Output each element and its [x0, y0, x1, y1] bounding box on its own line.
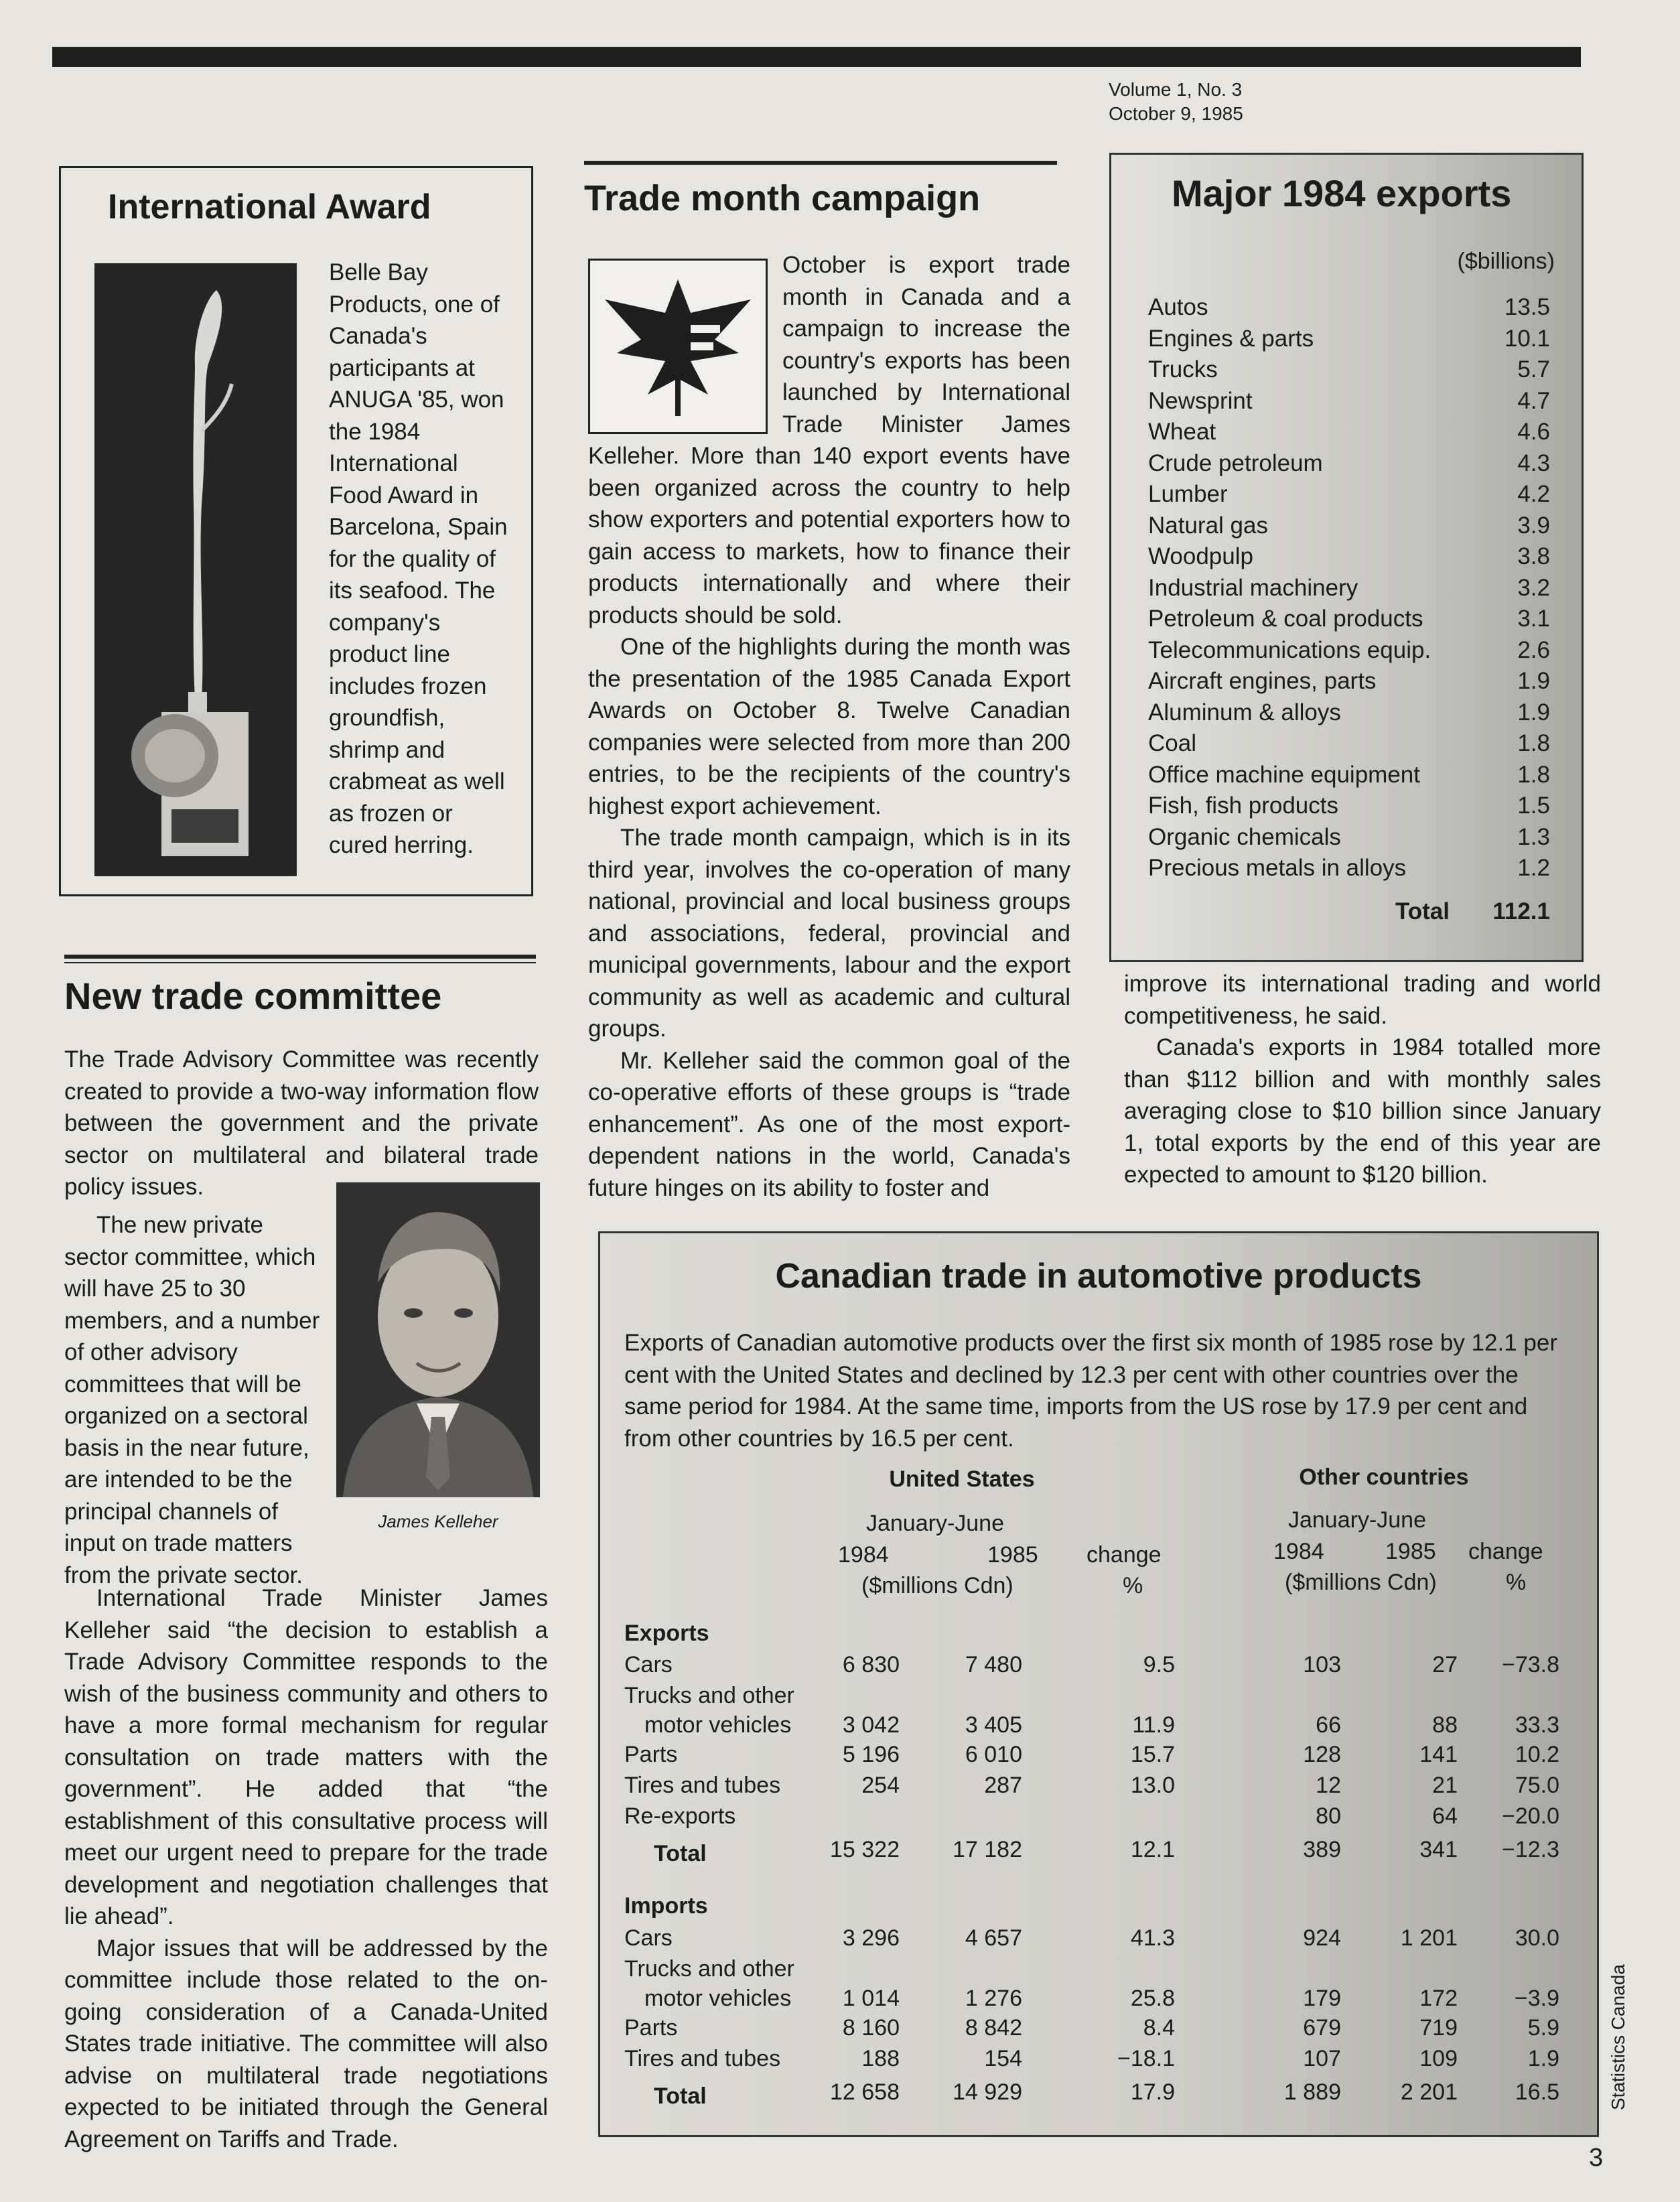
us-period: January-June — [865, 1511, 1004, 1536]
export-row — [1148, 417, 1550, 448]
export-row — [1148, 853, 1550, 884]
auto-cell-us-1985: 17 182 — [953, 1837, 1022, 1862]
auto-cell-oc-1984: 1 889 — [1283, 2079, 1341, 2105]
other-period: January-June — [1287, 1507, 1426, 1533]
auto-row-label-cont: motor vehicles — [644, 1712, 792, 1738]
export-value: 4.7 — [1517, 387, 1550, 414]
auto-table-row — [600, 2044, 1597, 2075]
auto-cell-oc-1984: 103 — [1303, 1652, 1341, 1677]
auto-cell-oc-1984: 389 — [1303, 1837, 1341, 1862]
export-name: Petroleum & coal products — [1148, 606, 1423, 632]
export-value: 3.8 — [1517, 543, 1550, 569]
auto-table-row — [600, 1681, 1597, 1740]
auto-cell-oc-change: 30.0 — [1515, 1925, 1559, 1951]
auto-cell-us-1984: 15 322 — [830, 1837, 900, 1862]
auto-cell-oc-change: 75.0 — [1515, 1773, 1559, 1798]
auto-cell-oc-1984: 679 — [1303, 2015, 1341, 2041]
export-name: Engines & parts — [1148, 325, 1314, 352]
auto-cell-us-1984: 3 296 — [842, 1925, 900, 1951]
auto-row-label: Tires and tubes — [624, 2046, 781, 2071]
auto-cell-us-1985: 154 — [984, 2046, 1022, 2071]
export-row — [1148, 604, 1550, 635]
auto-cell-oc-1985: 109 — [1419, 2046, 1458, 2071]
auto-cell-us-change: 25.8 — [1130, 1986, 1175, 2011]
issue-date: October 9, 1985 — [1109, 103, 1243, 124]
export-value: 3.9 — [1517, 512, 1550, 539]
export-row — [1148, 573, 1550, 604]
auto-cell-oc-1985: 2 201 — [1400, 2079, 1458, 2105]
us-pct: % — [1123, 1573, 1143, 1598]
auto-cell-us-change: 9.5 — [1143, 1652, 1175, 1677]
auto-cell-oc-1985: 27 — [1432, 1652, 1458, 1677]
auto-cell-oc-1984: 12 — [1316, 1773, 1341, 1798]
auto-table-row — [600, 1650, 1597, 1681]
committee-rule — [64, 955, 536, 959]
auto-table-row — [600, 2013, 1597, 2044]
auto-cell-oc-1985: 719 — [1419, 2015, 1458, 2041]
kelleher-photo — [336, 1182, 540, 1497]
committee-paragraph-3: International Trade Minister James Kelleher said “the decision to establish a Trade Advisory Committee responds to the wish of the business community and others to have a more formal mechanism for regular consultation on trade matters with the government”. He added that “the establishment of this consultative process will meet our urgent need to prepare for the trade development and negotiation challenges that lie ahead”. — [64, 1585, 548, 1929]
auto-cell-oc-1985: 64 — [1432, 1803, 1458, 1829]
export-row — [1148, 324, 1550, 355]
export-value: 1.8 — [1517, 730, 1550, 756]
auto-cell-us-1984: 1 014 — [842, 1986, 900, 2011]
exports-box — [1109, 153, 1584, 962]
auto-cell-us-change: 17.9 — [1130, 2079, 1175, 2105]
export-name: Trucks — [1148, 356, 1218, 383]
export-value: 1.9 — [1517, 668, 1550, 694]
auto-cell-us-1984: 254 — [861, 1773, 900, 1798]
auto-table-row — [600, 1771, 1597, 1801]
exports-section-label: Exports — [624, 1621, 709, 1646]
export-value: 1.9 — [1517, 699, 1550, 726]
export-value: 1.3 — [1517, 823, 1550, 850]
export-row — [1148, 635, 1550, 667]
auto-cell-us-1985: 6 010 — [965, 1742, 1022, 1767]
auto-cell-us-1984: 6 830 — [842, 1652, 900, 1677]
exports-list — [1148, 292, 1550, 884]
oc-col-1985: 1985 — [1385, 1539, 1436, 1564]
auto-cell-us-1985: 14 929 — [953, 2079, 1022, 2105]
source-credit: Statistics Canada — [1608, 1964, 1628, 2110]
oc-col-change: change — [1468, 1539, 1543, 1564]
export-row — [1148, 510, 1550, 542]
auto-cell-oc-1984: 80 — [1316, 1803, 1341, 1829]
auto-cell-oc-1984: 66 — [1316, 1712, 1341, 1738]
auto-table-row — [600, 1954, 1597, 2013]
auto-row-label: Total — [654, 1841, 707, 1866]
export-value: 13.5 — [1504, 294, 1550, 320]
auto-table-row — [600, 1740, 1597, 1771]
auto-cell-oc-1985: 1 201 — [1400, 1925, 1458, 1951]
campaign-text — [588, 249, 1070, 1204]
auto-cell-oc-1985: 341 — [1419, 1837, 1458, 1862]
exports-total-value: 112.1 — [1492, 898, 1550, 924]
auto-cell-us-1985: 3 405 — [965, 1712, 1022, 1738]
oc-col-1984: 1984 — [1273, 1539, 1324, 1564]
export-name: Newsprint — [1148, 387, 1253, 414]
export-row — [1148, 386, 1550, 417]
auto-row-label: Cars — [624, 1652, 673, 1677]
imports-section-label: Imports — [624, 1893, 708, 1919]
export-name: Crude petroleum — [1148, 450, 1323, 476]
export-name: Aluminum & alloys — [1148, 699, 1341, 726]
export-value: 4.3 — [1517, 450, 1550, 476]
export-value: 2.6 — [1517, 636, 1550, 663]
auto-cell-oc-1984: 179 — [1303, 1986, 1341, 2011]
export-name: Fish, fish products — [1148, 793, 1338, 819]
other-header: Other countries — [1299, 1464, 1469, 1490]
auto-row-label: Trucks and other — [624, 1683, 794, 1708]
export-row — [1148, 666, 1550, 697]
auto-row-label: Trucks and other — [624, 1956, 794, 1982]
award-box — [59, 166, 533, 896]
auto-cell-us-change: 41.3 — [1130, 1925, 1175, 1951]
auto-cell-us-change: 13.0 — [1130, 1773, 1175, 1798]
award-title: International Award — [108, 188, 431, 226]
campaign-paragraph-1-text: October is export trade month in Canada and a campaign to increase the country's exports has been launched by International Trade Minister James Kelleher. More than 140 export events have been organized across the country to help show exporters and potential exporters how to gain access to markets, how to finance their products internationally and where their products should be sold. — [588, 252, 1070, 628]
page-number: 3 — [1589, 2144, 1604, 2172]
export-name: Office machine equipment — [1148, 761, 1420, 788]
auto-cell-oc-change: 16.5 — [1515, 2079, 1559, 2105]
auto-cell-us-1985: 287 — [984, 1773, 1022, 1798]
export-name: Organic chemicals — [1148, 823, 1341, 850]
committee-paragraph-4: Major issues that will be addressed by the committee include those related to the on-going consideration of a Canada-United States trade initiative. The committee will also advise on multilateral trade negotiations expected to be initiated through the General Agreement on Tariffs and Trade. — [64, 1935, 548, 2152]
auto-cell-oc-1985: 141 — [1419, 1742, 1458, 1767]
export-name: Wheat — [1148, 419, 1216, 445]
auto-row-label: Re-exports — [624, 1803, 736, 1829]
committee-paragraph-1: The Trade Advisory Committee was recently created to provide a two-way information flow between the government and the private sector on multilateral and bilateral trade policy issues. — [64, 1046, 539, 1200]
export-value: 3.2 — [1517, 574, 1550, 601]
auto-cell-oc-change: −73.8 — [1501, 1652, 1559, 1677]
export-row — [1148, 479, 1550, 510]
campaign-continued-2: Canada's exports in 1984 totalled more than $112 billion and with monthly sales averaging close to $10 billion since January 1, total exports by the end of this year are expected to amount to $120 billion. — [1124, 1034, 1601, 1188]
auto-cell-oc-change: −3.9 — [1514, 1986, 1559, 2011]
committee-paragraph-2a — [64, 1209, 322, 1591]
kelleher-caption: James Kelleher — [378, 1511, 498, 1531]
export-row — [1148, 448, 1550, 480]
auto-cell-us-1984: 3 042 — [842, 1712, 900, 1738]
export-value: 4.6 — [1517, 419, 1550, 445]
export-value: 5.7 — [1517, 356, 1550, 383]
auto-cell-oc-change: 33.3 — [1515, 1712, 1559, 1738]
auto-row-label: Parts — [624, 1742, 678, 1767]
auto-row-label: Cars — [624, 1925, 673, 1951]
committee-text-wrap — [64, 1209, 322, 1591]
oc-units: ($millions Cdn) — [1285, 1570, 1437, 1595]
auto-cell-us-change: −18.1 — [1117, 2046, 1175, 2071]
auto-cell-oc-1984: 924 — [1303, 1925, 1341, 1951]
auto-total-row — [600, 1835, 1597, 1866]
committee-paragraph-2: The new private sector committee, which will have 25 to 30 members, and a number of other advisory committees that will be organized on a sectoral basis in the near future, are intended to be the principal channels of input on trade matters from the private sector. — [64, 1212, 320, 1588]
auto-cell-oc-change: 1.9 — [1527, 2046, 1559, 2071]
export-value: 1.8 — [1517, 761, 1550, 788]
auto-cell-us-change: 11.9 — [1132, 1712, 1175, 1738]
award-text: Belle Bay Products, one of Canada's participants at ANUGA '85, won the 1984 International Food Award in Barcelona, Spain for the quality of its seafood. The company's product line includes frozen groundfish, shrimp and crabmeat as well as frozen or cured herring. — [329, 259, 508, 858]
auto-cell-oc-change: −12.3 — [1501, 1837, 1559, 1862]
auto-cell-oc-1985: 88 — [1432, 1712, 1458, 1738]
campaign-continued — [1124, 968, 1601, 1191]
export-name: Aircraft engines, parts — [1148, 668, 1377, 694]
export-row — [1148, 790, 1550, 822]
committee-intro — [64, 1044, 539, 1203]
auto-row-label: Total — [654, 2083, 707, 2109]
auto-box — [598, 1231, 1599, 2137]
committee-lower-text — [64, 1582, 548, 2155]
auto-row-label: Tires and tubes — [624, 1773, 781, 1798]
auto-cell-us-change: 15.7 — [1130, 1742, 1175, 1767]
export-row — [1148, 697, 1550, 729]
auto-row-label: Parts — [624, 2015, 678, 2041]
export-value: 1.5 — [1517, 793, 1550, 819]
volume-number: Volume 1, No. 3 — [1109, 79, 1243, 100]
export-value: 3.1 — [1517, 606, 1550, 632]
us-units: ($millions Cdn) — [861, 1573, 1013, 1598]
award-trophy-photo — [94, 263, 297, 876]
export-value: 4.2 — [1517, 481, 1550, 507]
auto-cell-us-1985: 4 657 — [965, 1925, 1022, 1951]
portrait-image — [336, 1182, 540, 1497]
export-name: Precious metals in alloys — [1148, 855, 1407, 881]
campaign-title: Trade month campaign — [584, 178, 981, 218]
auto-cell-oc-1984: 128 — [1303, 1742, 1341, 1767]
volume-info — [1109, 78, 1243, 126]
auto-cell-us-change: 8.4 — [1143, 2015, 1175, 2041]
auto-cell-oc-1985: 21 — [1432, 1773, 1458, 1798]
export-value: 1.2 — [1517, 855, 1550, 881]
export-name: Woodpulp — [1148, 543, 1253, 569]
committee-title: New trade committee — [64, 975, 442, 1017]
auto-cell-us-1985: 8 842 — [965, 2015, 1022, 2041]
campaign-paragraph-2: One of the highlights during the month was the presentation of the 1985 Canada Export Awards on October 8. Twelve Canadian companies were selected from more than 200 entries, to be the recipients of the country's highest export achievement. — [588, 634, 1070, 819]
exports-title: Major 1984 exports — [1172, 172, 1512, 214]
us-col-1985: 1985 — [987, 1542, 1038, 1568]
auto-cell-us-1985: 1 276 — [965, 1986, 1022, 2011]
campaign-paragraph-3: The trade month campaign, which is in its third year, involves the co-operation of many national, provincial and local business groups and associations, federal, provincial and municipal governments, labour and the export community as well as academic and cultural groups. — [588, 825, 1070, 1042]
export-row — [1148, 760, 1550, 791]
auto-cell-oc-1984: 107 — [1303, 2046, 1341, 2071]
export-row — [1148, 292, 1550, 324]
export-name: Natural gas — [1148, 512, 1268, 539]
export-name: Autos — [1148, 294, 1208, 320]
auto-cell-us-1984: 8 160 — [842, 2015, 900, 2041]
export-row — [1148, 822, 1550, 853]
auto-row-label-cont: motor vehicles — [644, 1986, 792, 2011]
committee-rule-thin — [64, 962, 536, 963]
oc-pct: % — [1506, 1570, 1527, 1595]
auto-cell-us-1984: 12 658 — [830, 2079, 900, 2105]
us-col-1984: 1984 — [838, 1542, 889, 1568]
auto-cell-oc-change: 10.2 — [1515, 1742, 1559, 1767]
us-col-change: change — [1087, 1542, 1162, 1568]
trophy-image — [94, 263, 297, 876]
campaign-rule — [584, 161, 1057, 165]
masthead-bar — [52, 47, 1581, 67]
exports-unit: ($billions) — [1457, 249, 1555, 274]
exports-total-label: Total — [1395, 898, 1450, 924]
auto-cell-us-1984: 5 196 — [842, 1742, 900, 1767]
auto-cell-oc-1985: 172 — [1419, 1986, 1458, 2011]
auto-total-row — [600, 2077, 1597, 2108]
auto-table-row — [600, 1923, 1597, 1954]
export-row — [1148, 354, 1550, 386]
export-row — [1148, 541, 1550, 573]
export-name: Telecommunications equip. — [1148, 636, 1431, 663]
export-value: 10.1 — [1504, 325, 1550, 352]
auto-cell-us-1985: 7 480 — [965, 1652, 1022, 1677]
export-name: Industrial machinery — [1148, 574, 1358, 601]
auto-cell-us-change: 12.1 — [1130, 1837, 1175, 1862]
export-name: Lumber — [1148, 481, 1228, 507]
campaign-paragraph-1 — [588, 249, 1070, 631]
campaign-paragraph-4: Mr. Kelleher said the common goal of the co-operative efforts of these groups is “trade enhancement”. As one of the most export-dependent nations in the world, Canada's future hinges on its ability to foster and — [588, 1047, 1070, 1201]
auto-cell-oc-change: 5.9 — [1527, 2015, 1559, 2041]
export-name: Coal — [1148, 730, 1196, 756]
campaign-continued-1: improve its international trading and world competitiveness, he said. — [1124, 971, 1601, 1029]
auto-table-row — [600, 1801, 1597, 1832]
auto-cell-us-1984: 188 — [861, 2046, 900, 2071]
us-header: United States — [889, 1466, 1035, 1492]
export-row — [1148, 728, 1550, 760]
auto-cell-oc-change: −20.0 — [1501, 1803, 1559, 1829]
auto-intro: Exports of Canadian automotive products over the first six month of 1985 rose by 12.1 per cent with the United States and declined by 12.3 per cent with other countries over the same period for 1984. At the same time, imports from the US rose by 17.9 per cent and from other countries by 16.5 per cent. — [624, 1330, 1557, 1452]
auto-title: Canadian trade in automotive products — [775, 1257, 1422, 1296]
